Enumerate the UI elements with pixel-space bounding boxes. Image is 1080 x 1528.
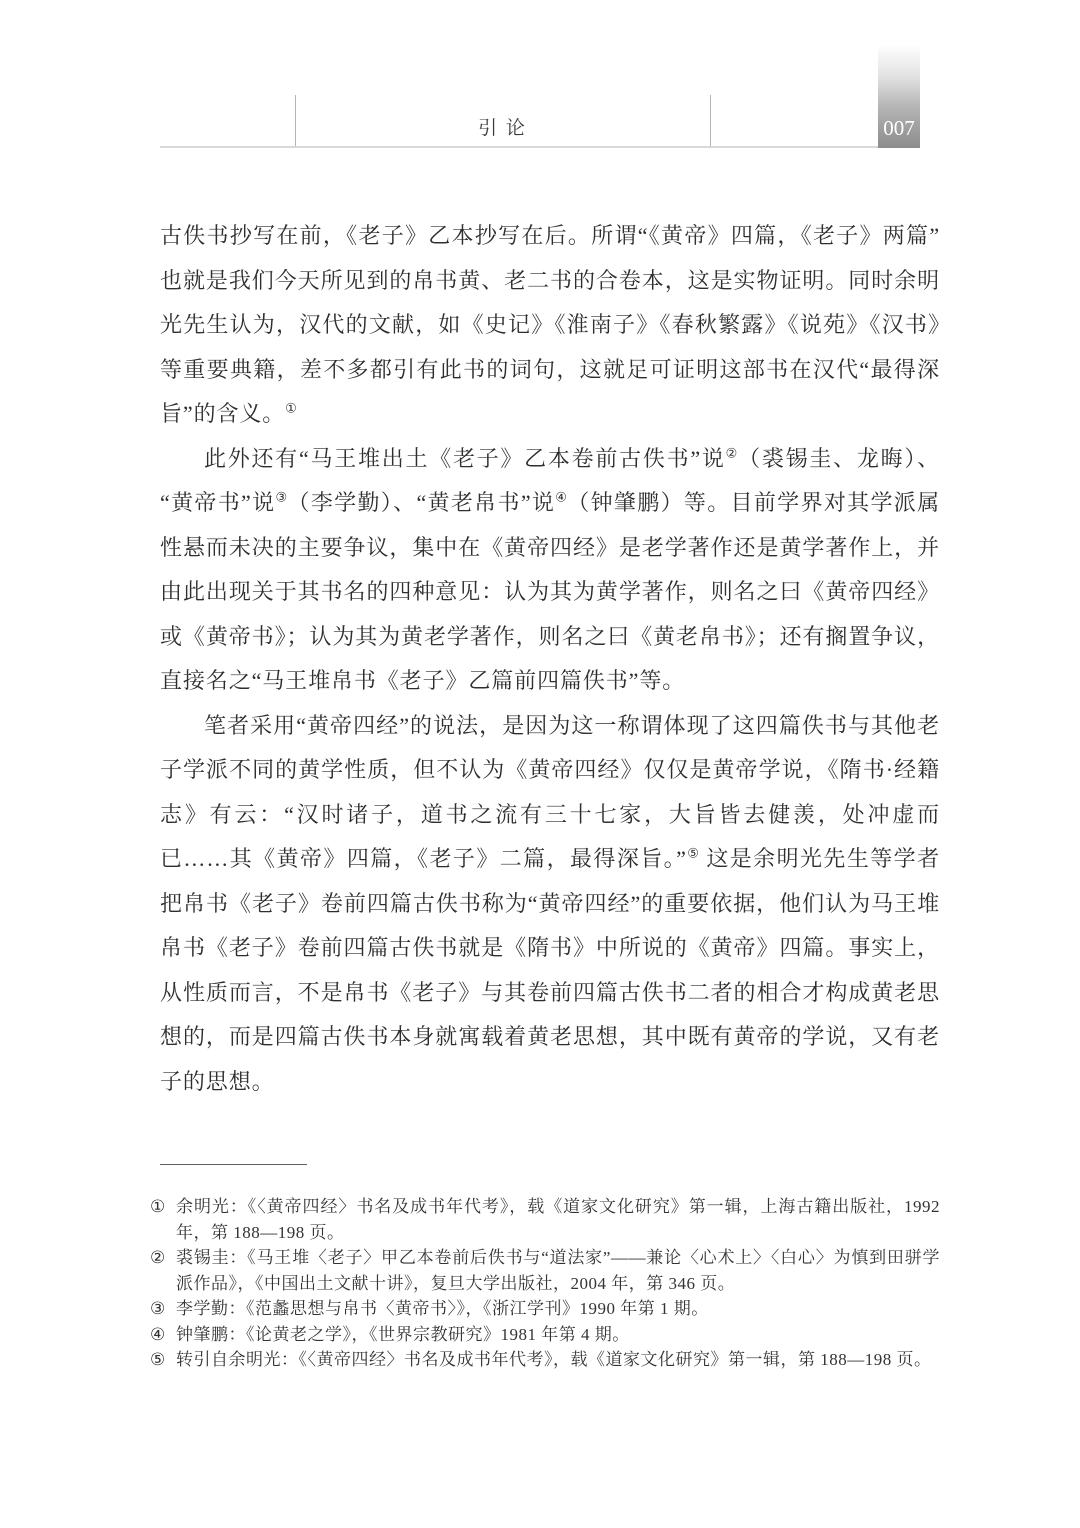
footnote-ref: ① <box>285 400 297 416</box>
footnote-text: 余明光：《〈黄帝四经〉书名及成书年代考》，载《道家文化研究》第一辑，上海古籍出版社，1992 年，第 188—198 页。 <box>176 1197 940 1242</box>
header-tick-right <box>710 95 711 147</box>
footnote-item <box>150 1322 940 1348</box>
running-head: 引 论 <box>478 118 527 139</box>
footnote-item <box>150 1347 940 1373</box>
footnote-marker: ③ <box>150 1299 166 1318</box>
footnote-text: 钟肇鹏：《论黄老之学》，《世界宗教研究》1981 年第 4 期。 <box>176 1324 630 1344</box>
footnote-ref: ⑤ <box>686 845 700 861</box>
footnote-item <box>150 1245 940 1296</box>
footnotes <box>150 1194 940 1373</box>
footnote-item <box>150 1296 940 1322</box>
footnote-marker: ② <box>150 1248 166 1267</box>
footnote-marker: ④ <box>150 1324 166 1344</box>
paragraph: 此外还有“马王堆出土《老子》乙本卷前古佚书”说②（裘锡圭、龙晦）、“黄帝书”说③（李学勤）、“黄老帛书”说④（钟肇鹏）等。目前学界对其学派属性悬而未决的主要争议，集中在《黄帝四经》是老学著作还是黄学著作上，并由此出现关于其书名的四种意见：认为其为黄学著作，则名之曰《黄帝四经》或《黄帝书》；认为其为黄老学著作，则名之曰《黄老帛书》；还有搁置争议，直接名之“马王堆帛书《老子》乙篇前四篇佚书”等。 <box>160 445 940 693</box>
page-number: 007 <box>883 116 915 140</box>
footnote-divider <box>160 1164 307 1165</box>
footnote-marker: ① <box>150 1197 166 1216</box>
footnote-ref: ② <box>725 445 739 461</box>
footnote-text: 李学勤：《范蠡思想与帛书〈黄帝书〉》，《浙江学刊》1990 年第 1 期。 <box>176 1299 709 1318</box>
page-number-bar <box>878 0 920 148</box>
footnote-text: 转引自余明光：《〈黄帝四经〉书名及成书年代考》，载《道家文化研究》第一辑，第 188—198 页。 <box>176 1350 932 1369</box>
footnote-text: 裘锡圭：《马王堆〈老子〉甲乙本卷前后佚书与“道法家”——兼论〈心术上〉〈白心〉为慎到田骈学派作品》，《中国出土文献十讲》，复旦大学出版社，2004 年，第 346 页。 <box>176 1248 940 1293</box>
footnote-ref: ③ <box>275 489 288 505</box>
paragraph: 古佚书抄写在前，《老子》乙本抄写在后。所谓“《黄帝》四篇，《老子》两篇”也就是我们今天所见到的帛书黄、老二书的合卷本，这是实物证明。同时余明光先生认为，汉代的文献，如《史记》《淮南子》《春秋繁露》《说苑》《汉书》等重要典籍，差不多都引有此书的词句，这就足可证明这部书在汉代“最得深旨”的含义。① <box>160 223 940 426</box>
footnote-item <box>150 1194 940 1245</box>
footnote-ref: ④ <box>555 489 568 505</box>
body-text <box>160 214 940 1104</box>
paragraph: 笔者采用“黄帝四经”的说法，是因为这一称谓体现了这四篇佚书与其他老子学派不同的黄学性质，但不认为《黄帝四经》仅仅是黄帝学说，《隋书·经籍志》有云：“汉时诸子，道书之流有三十七家，大旨皆去健羡，处冲虚而已……其《黄帝》四篇，《老子》二篇，最得深旨。”⑤ 这是余明光先生等学者把帛书《老子》卷前四篇古佚书称为“黄帝四经”的重要依据，他们认为马王堆帛书《老子》卷前四篇古佚书就是《隋书》中所说的《黄帝》四篇。事实上，从性质而言，不是帛书《老子》与其卷前四篇古佚书二者的相合才构成黄老思想的，而是四篇古佚书本身就寓载着黄老思想，其中既有黄帝的学说，又有老子的思想。 <box>160 712 940 1094</box>
footnote-marker: ⑤ <box>150 1350 166 1369</box>
header-rule <box>160 146 878 148</box>
